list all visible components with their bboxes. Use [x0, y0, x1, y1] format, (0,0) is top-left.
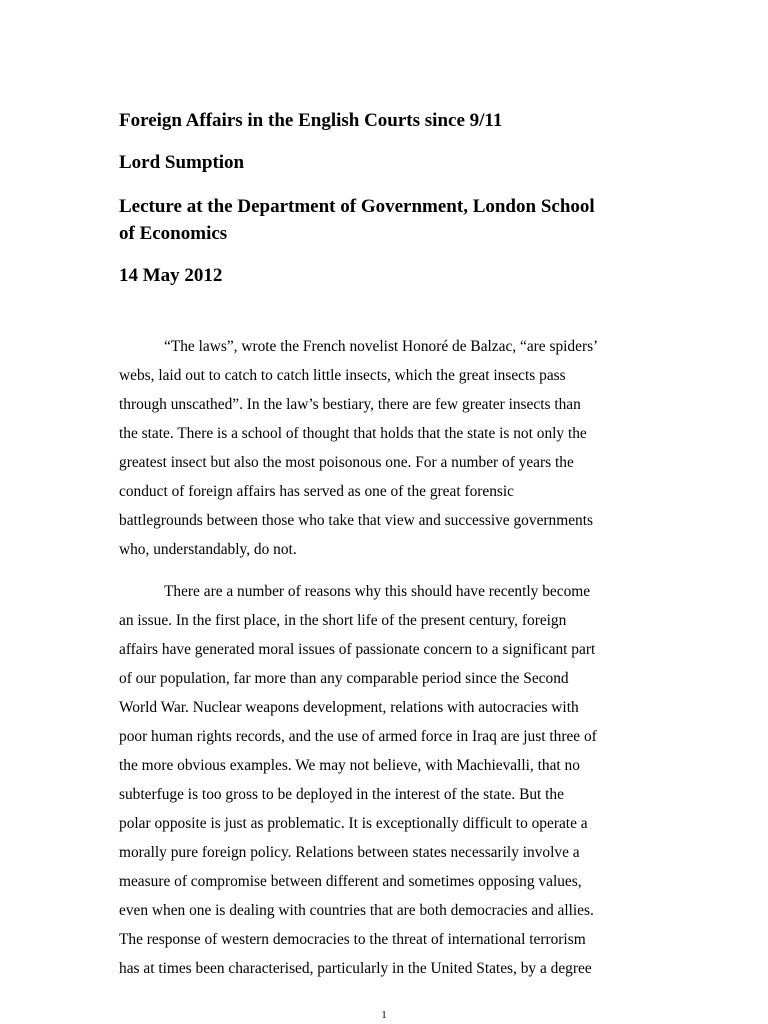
paragraph-line: morally pure foreign policy. Relations between states necessarily involve a [119, 844, 580, 861]
paragraph-line: measure of compromise between different and sometimes opposing values, [119, 873, 582, 890]
paragraph-line: even when one is dealing with countries that are both democracies and allies. [119, 902, 594, 919]
document-author: Lord Sumption [119, 152, 245, 173]
paragraph-line: The response of western democracies to the threat of international terrorism [119, 931, 586, 948]
paragraph-line: conduct of foreign affairs has served as one of the great forensic [119, 483, 515, 500]
body-paragraph [119, 332, 649, 564]
paragraph-line: who, understandably, do not. [119, 541, 297, 558]
paragraph-line: has at times been characterised, particularly in the United States, by a degree [119, 960, 592, 977]
paragraph-line: of our population, far more than any comparable period since the Second [119, 670, 569, 687]
page-number: 1 [381, 1009, 387, 1021]
lecture-venue-line: Lecture at the Department of Government, London School [119, 196, 595, 217]
paragraph-line: an issue. In the first place, in the short life of the present century, foreign [119, 612, 567, 629]
paragraph-line: the state. There is a school of thought that holds that the state is not only the [119, 425, 587, 442]
paragraph-line: the more obvious examples. We may not believe, with Machievalli, that no [119, 757, 580, 774]
paragraph-line: polar opposite is just as problematic. It is exceptionally difficult to operate a [119, 815, 588, 832]
paragraph-line: poor human rights records, and the use of armed force in Iraq are just three of [119, 728, 597, 745]
paragraph-line: “The laws”, wrote the French novelist Honoré de Balzac, “are spiders’ [164, 338, 599, 355]
paragraph-line: webs, laid out to catch to catch little insects, which the great insects pass [119, 367, 566, 384]
lecture-venue-line: of Economics [119, 223, 228, 244]
paragraph-line: through unscathed”. In the law’s bestiary, there are few greater insects than [119, 396, 581, 413]
paragraph-line: World War. Nuclear weapons development, relations with autocracies with [119, 699, 579, 716]
paragraph-line: subterfuge is too gross to be deployed in the interest of the state. But the [119, 786, 564, 803]
paragraph-line: affairs have generated moral issues of passionate concern to a significant part [119, 641, 596, 658]
lecture-venue [119, 193, 649, 247]
paragraph-line: greatest insect but also the most poisonous one. For a number of years the [119, 454, 574, 471]
paragraph-line: battlegrounds between those who take that view and successive governments [119, 512, 593, 529]
document-title: Foreign Affairs in the English Courts since 9/11 [119, 110, 503, 131]
lecture-date: 14 May 2012 [119, 265, 223, 286]
body-paragraph [119, 577, 649, 983]
paragraph-line: There are a number of reasons why this should have recently become [164, 583, 591, 600]
